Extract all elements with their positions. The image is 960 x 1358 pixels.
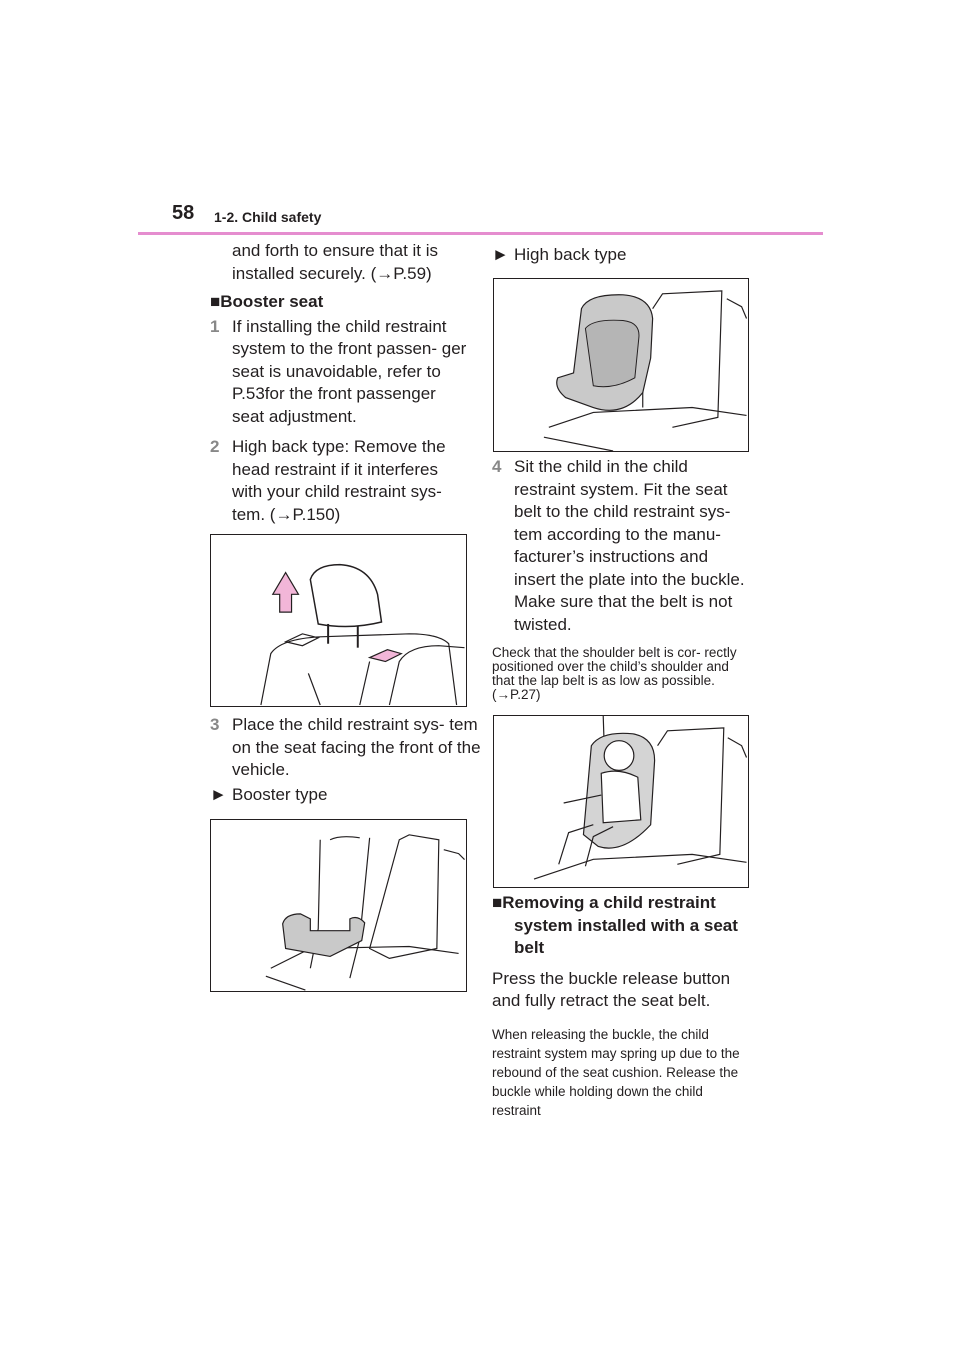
child-seated-figure [493,715,749,888]
continued-text: and forth to ensure that it is installed securely. (→P.59) [232,241,439,283]
header-rule [138,232,823,235]
high-back-figure [493,278,749,452]
high-back-type-label [492,244,754,267]
right-column [492,456,750,702]
step-2 [210,436,472,526]
step-3-number: 3 [210,715,220,734]
booster-seat-heading: ■Booster seat [210,292,324,311]
step-4-number: 4 [492,457,502,476]
head-restraint-illustration [211,535,466,706]
step-1-number: 1 [210,316,220,336]
booster-seat-illustration [211,820,466,991]
booster-type-label [210,784,472,807]
removing-heading: ■Removing a child restraint system installed with a seat belt [492,893,738,957]
booster-type-figure [210,819,467,992]
high-back-seat-illustration [494,279,748,451]
triangle-right-icon: ► [210,785,227,804]
removing-body: Press the buckle release button and fully retract the seat belt. [492,968,731,1010]
step-3 [210,714,494,782]
head-restraint-figure [210,534,467,707]
note-buckle-release: When releasing the buckle, the child restraint system may spring up due to the rebound of the seat cushion. Release the buckle while holding down the child restraint [492,1026,740,1118]
step-2-number: 2 [210,437,220,456]
high-back-type-text: High back type [514,245,627,264]
child-in-seat-illustration [494,716,748,887]
removing-section [492,892,750,1120]
booster-type-text: Booster type [232,785,328,804]
note-shoulder-belt: Check that the shoulder belt is cor- rectly positioned over the child’s shoulder and that the lap belt is as low as possible. (→P.27) [492,645,737,702]
step-2-text: High back type: Remove the head restraint if it interferes with your child restraint sys- tem. (→P.150) [232,437,446,524]
step-3-text: Place the child restraint sys- tem on the seat facing the front of the vehicle. [232,715,481,779]
step-4 [492,456,750,636]
step-1 [210,316,472,429]
page-number: 58 [172,202,195,224]
step-4-text: Sit the child in the child restraint system. Fit the seat belt to the child restraint sys- tem according to the manu- facturer’s instructions and insert the plate into the buckle. Make sure that the belt is not twisted. [514,457,745,634]
step-1-text: If installing the child restraint system to the front passen- ger seat is unavoidable, refer to P.53for the front passenger seat adjustment. [232,316,467,426]
section-title: 1-2. Child safety [214,209,322,225]
left-column [210,240,472,526]
triangle-right-icon: ► [492,245,509,264]
